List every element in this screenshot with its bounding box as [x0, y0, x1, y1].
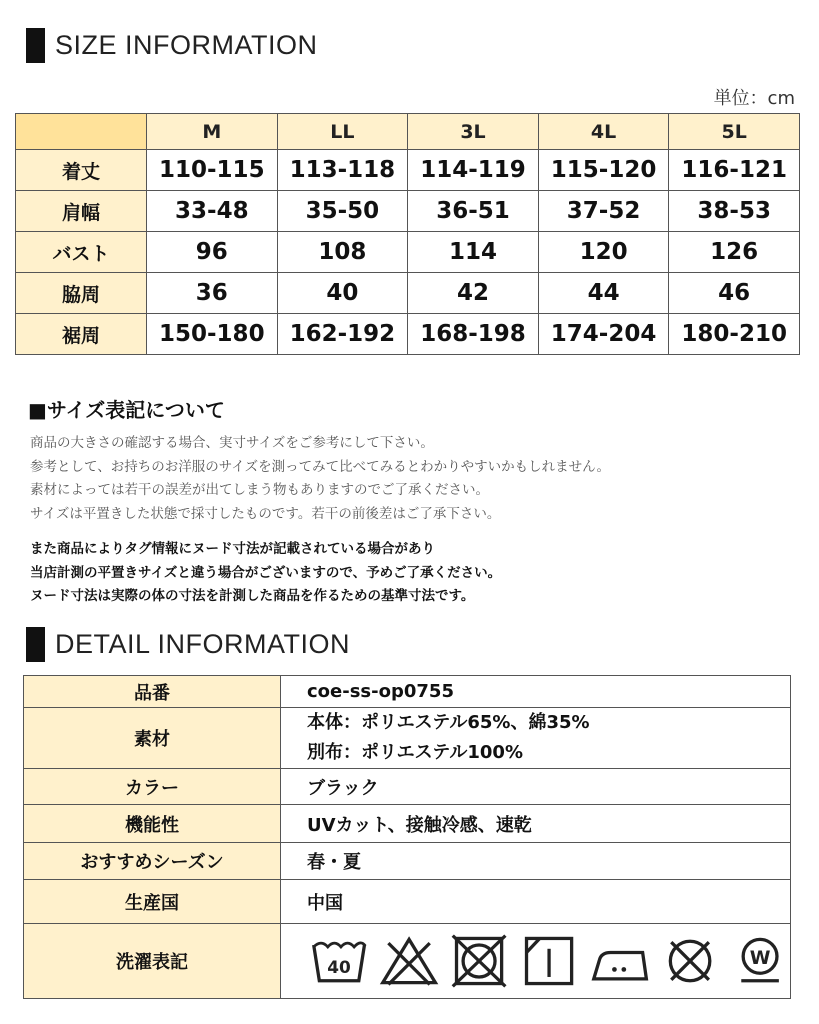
size-cell: 42: [408, 273, 539, 314]
wet-clean-icon: [730, 932, 790, 990]
detail-section-title: DETAIL INFORMATION: [55, 629, 351, 659]
detail-label: 品番: [24, 676, 281, 708]
size-cell: 162-192: [277, 314, 408, 355]
iron-low-icon: [590, 932, 650, 990]
nude-size-notes: [30, 538, 501, 609]
care-symbols: [281, 924, 791, 999]
size-cell: 36: [147, 273, 278, 314]
size-cell: 35-50: [277, 191, 408, 232]
row-label: 着丈: [16, 150, 147, 191]
material-line: 別布：ポリエステル100%: [307, 742, 523, 763]
size-cell: 96: [147, 232, 278, 273]
detail-table: [23, 675, 791, 999]
size-cell: 150-180: [147, 314, 278, 355]
size-cell: 46: [669, 273, 800, 314]
detail-value: 中国: [281, 880, 791, 924]
note-line-bold: また商品によりタグ情報にヌード寸法が記載されている場合があり: [30, 541, 435, 557]
size-cell: 36-51: [408, 191, 539, 232]
note-line: 素材によっては若干の誤差が出てしまう物もありますのでご了承ください。: [30, 482, 489, 498]
wash-temp: 40: [327, 957, 351, 978]
no-tumble-dry-icon: [449, 932, 509, 990]
size-cell: 174-204: [538, 314, 669, 355]
size-notes-heading: ■サイズ表記について: [28, 398, 225, 422]
detail-value: coe-ss-op0755: [281, 676, 791, 708]
size-cell: 37-52: [538, 191, 669, 232]
size-section-header: [26, 28, 318, 63]
size-header-m: M: [147, 114, 278, 150]
size-cell: 180-210: [669, 314, 800, 355]
detail-label: 素材: [24, 708, 281, 769]
size-header-row: [16, 114, 800, 150]
size-corner-cell: [16, 114, 147, 150]
note-line: サイズは平置きした状態で採寸したものです。若干の前後差はご了承下さい。: [30, 505, 501, 522]
row-label: 脇周: [16, 273, 147, 314]
size-cell: 113-118: [277, 150, 408, 191]
detail-label: 生産国: [24, 880, 281, 924]
size-table: [15, 113, 800, 355]
size-cell: 108: [277, 232, 408, 273]
table-row: [16, 191, 800, 232]
detail-row-color: [24, 769, 791, 805]
size-cell: 116-121: [669, 150, 800, 191]
unit-label: 単位：cm: [713, 88, 795, 109]
detail-label: 機能性: [24, 805, 281, 843]
note-line: 参考として、お持ちのお洋服のサイズを測ってみて比べてみるとわかりやすいかもしれません。: [30, 458, 610, 475]
size-cell: 115-120: [538, 150, 669, 191]
size-cell: 110-115: [147, 150, 278, 191]
size-cell: 120: [538, 232, 669, 273]
note-line-bold: ヌード寸法は実際の体の寸法を計測した商品を作るための基準寸法です。: [30, 588, 475, 604]
wash-40-icon: [309, 932, 369, 990]
size-header-4l: 4L: [538, 114, 669, 150]
size-section-title: SIZE INFORMATION: [55, 30, 318, 60]
note-line-bold: 当店計測の平置きサイズと違う場合がございますので、予めご了承ください。: [30, 564, 502, 581]
detail-label: カラー: [24, 769, 281, 805]
size-cell: 38-53: [669, 191, 800, 232]
table-row: [16, 314, 800, 355]
detail-row-material: [24, 708, 791, 769]
detail-value: 春・夏: [281, 843, 791, 880]
detail-row-product-no: [24, 676, 791, 708]
row-label: 裾周: [16, 314, 147, 355]
detail-value: [281, 708, 791, 769]
table-row: [16, 232, 800, 273]
size-header-3l: 3L: [408, 114, 539, 150]
no-dry-clean-icon: [660, 932, 720, 990]
size-notes: [30, 432, 610, 526]
detail-row-function: [24, 805, 791, 843]
wet-clean-letter: W: [749, 947, 771, 969]
detail-section-header: [26, 627, 350, 662]
no-bleach-icon: [379, 932, 439, 990]
size-cell: 44: [538, 273, 669, 314]
size-cell: 114-119: [408, 150, 539, 191]
size-cell: 168-198: [408, 314, 539, 355]
size-cell: 126: [669, 232, 800, 273]
detail-row-origin: [24, 880, 791, 924]
size-cell: 40: [277, 273, 408, 314]
row-label: バスト: [16, 232, 147, 273]
care-symbol-list: [309, 932, 790, 990]
size-cell: 114: [408, 232, 539, 273]
size-header-5l: 5L: [669, 114, 800, 150]
size-cell: 33-48: [147, 191, 278, 232]
size-header-ll: LL: [277, 114, 408, 150]
table-row: [16, 273, 800, 314]
detail-value: ブラック: [281, 769, 791, 805]
line-dry-shade-icon: [519, 932, 579, 990]
detail-row-season: [24, 843, 791, 880]
detail-label: おすすめシーズン: [24, 843, 281, 880]
detail-value: UVカット、接触冷感、速乾: [281, 805, 791, 843]
detail-label: 洗濯表記: [24, 924, 281, 999]
table-row: [16, 150, 800, 191]
detail-row-care: [24, 924, 791, 999]
section-marker: [26, 28, 45, 63]
material-line: 本体：ポリエステル65%、綿35%: [307, 712, 590, 733]
note-line: 商品の大きさの確認する場合、実寸サイズをご参考にして下さい。: [30, 435, 434, 451]
row-label: 肩幅: [16, 191, 147, 232]
section-marker: [26, 627, 45, 662]
